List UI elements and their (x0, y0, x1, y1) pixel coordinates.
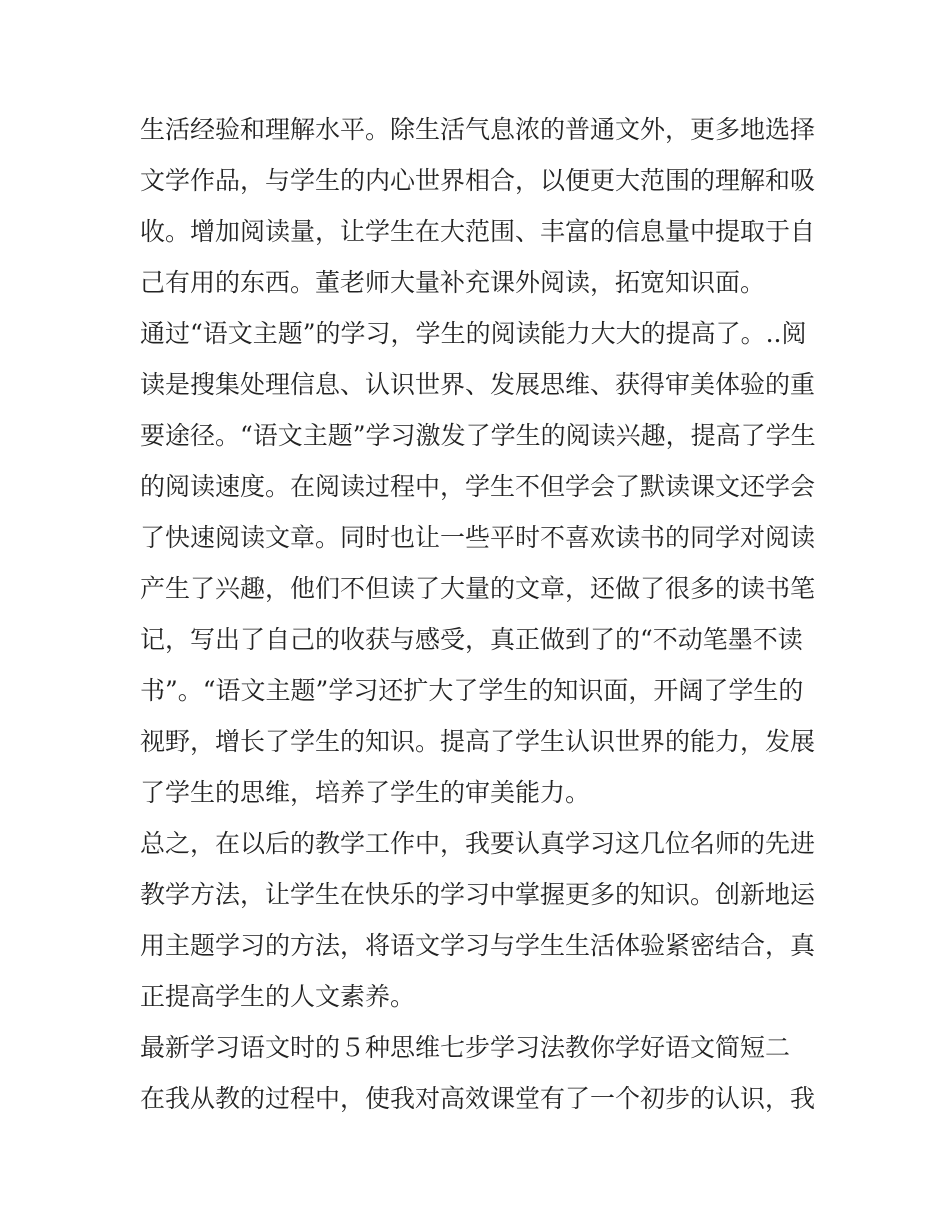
text-line: 的阅读速度。在阅读过程中，学生不但学会了默读课文还学会 (140, 472, 816, 501)
text-line: 在我从教的过程中，使我对高效课堂有了一个初步的认识，我 (140, 1084, 816, 1113)
text-line: 了快速阅读文章。同时也让一些平时不喜欢读书的同学对阅读 (140, 523, 816, 552)
text-line: 收。增加阅读量，让学生在大范围、丰富的信息量中提取于自 (140, 217, 816, 246)
text-line: 正提高学生的人文素养。 (140, 982, 416, 1011)
text-line: 己有用的东西。董老师大量补充课外阅读，拓宽知识面。 (140, 268, 766, 297)
text-line: 生活经验和理解水平。除生活气息浓的普通文外，更多地选择 (140, 115, 816, 144)
text-line: 产生了兴趣，他们不但读了大量的文章，还做了很多的读书笔 (140, 574, 816, 603)
text-line: 视野，增长了学生的知识。提高了学生认识世界的能力，发展 (140, 727, 816, 756)
text-line: 文学作品，与学生的内心世界相合，以便更大范围的理解和吸 (140, 166, 816, 195)
text-line: 总之，在以后的教学工作中，我要认真学习这几位名师的先进 (140, 829, 816, 858)
text-line: 最新学习语文时的５种思维七步学习法教你学好语文简短二 (140, 1033, 791, 1062)
text-line: 记，写出了自己的收获与感受，真正做到了的“不动笔墨不读 (140, 625, 803, 654)
text-line: 要途径。“语文主题”学习激发了学生的阅读兴趣，提高了学生 (140, 421, 816, 450)
text-line: 了学生的思维，培养了学生的审美能力。 (140, 778, 591, 807)
text-line: 通过“语文主题”的学习，学生的阅读能力大大的提高了。..阅 (140, 319, 807, 348)
text-line: 读是搜集处理信息、认识世界、发展思维、获得审美体验的重 (140, 370, 816, 399)
text-line: 用主题学习的方法，将语文学习与学生生活体验紧密结合，真 (140, 931, 816, 960)
text-line: 书”。“语文主题”学习还扩大了学生的知识面，开阔了学生的 (140, 676, 804, 705)
text-line: 教学方法，让学生在快乐的学习中掌握更多的知识。创新地运 (140, 880, 816, 909)
